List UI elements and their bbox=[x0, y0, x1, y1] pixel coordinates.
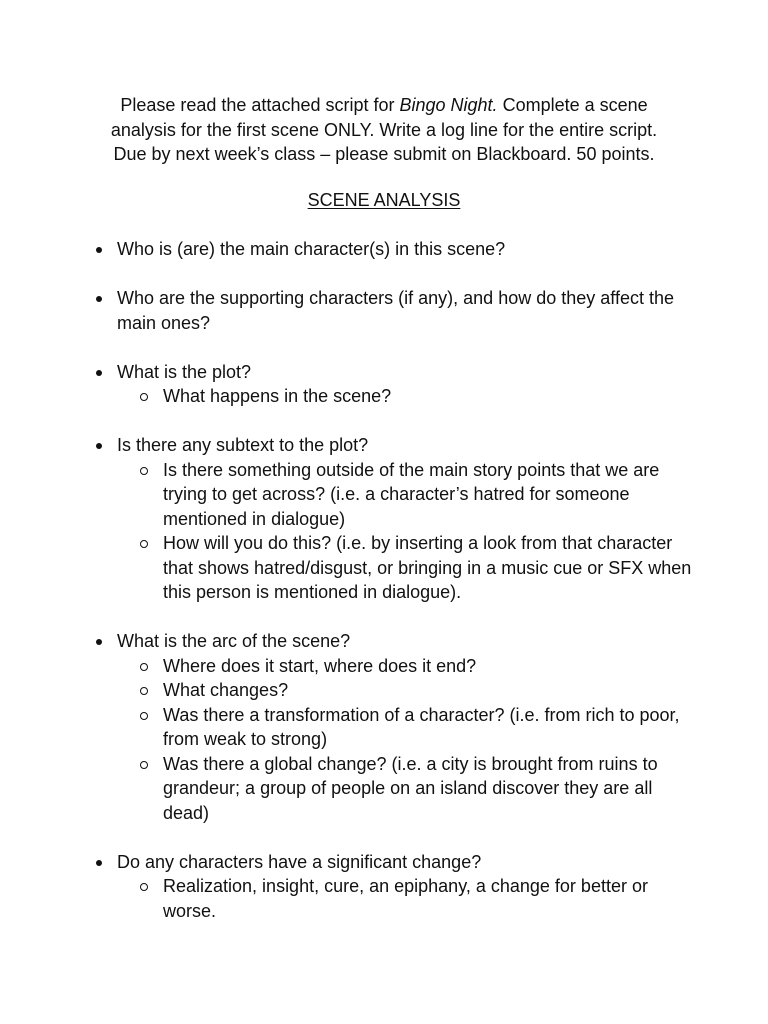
sub-question-text: Was there a global change? (i.e. a city is brought from ruins to grandeur; a group of people on an island discover they are all dead) bbox=[163, 753, 658, 823]
sub-question-list bbox=[0, 384, 768, 409]
hollow-circle-bullet-icon bbox=[140, 393, 148, 401]
question-item bbox=[0, 433, 768, 605]
sub-question-item bbox=[0, 654, 768, 679]
bullet-icon bbox=[96, 860, 102, 866]
question-text: Do any characters have a significant change? bbox=[117, 851, 482, 872]
question-item bbox=[0, 286, 768, 335]
question-list bbox=[0, 237, 768, 948]
sub-question-text: What happens in the scene? bbox=[163, 386, 392, 406]
instructions-line-1-end: Complete a scene bbox=[497, 95, 648, 115]
sub-question-text: Is there something outside of the main story points that we are trying to get across? (i.e. a character’s hatred for someone mentioned in dialogue) bbox=[163, 459, 660, 529]
question-item bbox=[0, 237, 768, 262]
bullet-icon bbox=[96, 296, 102, 302]
instructions-line-2: analysis for the first scene ONLY. Write a log line for the entire script. bbox=[110, 119, 658, 140]
hollow-circle-bullet-icon bbox=[140, 712, 148, 720]
question-text: What is the arc of the scene? bbox=[117, 631, 351, 651]
question-row bbox=[0, 629, 768, 654]
question-text: Who is (are) the main character(s) in this scene? bbox=[117, 239, 506, 259]
sub-question-item bbox=[0, 703, 768, 752]
question-row bbox=[0, 850, 768, 875]
sub-question-item bbox=[0, 531, 768, 605]
hollow-circle-bullet-icon bbox=[140, 467, 148, 475]
hollow-circle-bullet-icon bbox=[140, 540, 148, 548]
sub-question-text: Was there a transformation of a character? (i.e. from rich to poor, from weak to strong) bbox=[163, 704, 680, 749]
question-row bbox=[0, 286, 768, 335]
sub-question-item bbox=[0, 752, 768, 826]
question-text: What is the plot? bbox=[117, 361, 252, 382]
bullet-icon bbox=[96, 443, 102, 449]
sub-question-text: What changes? bbox=[163, 680, 289, 700]
bullet-icon bbox=[96, 639, 102, 645]
instructions-line-1 bbox=[40, 93, 728, 118]
hollow-circle-bullet-icon bbox=[140, 761, 148, 769]
bullet-icon bbox=[96, 247, 102, 253]
sub-question-list bbox=[0, 458, 768, 605]
hollow-circle-bullet-icon bbox=[140, 883, 148, 891]
sub-question-list bbox=[0, 874, 768, 923]
instructions-line-3: Due by next week’s class – please submit on Blackboard. 50 points. bbox=[113, 144, 655, 164]
question-item bbox=[0, 850, 768, 924]
question-text: Is there any subtext to the plot? bbox=[117, 435, 369, 455]
sub-question-item bbox=[0, 678, 768, 703]
question-row bbox=[0, 433, 768, 458]
instructions-line-1-start: Please read the attached script for bbox=[120, 95, 400, 115]
question-text: Who are the supporting characters (if any), and how do they affect the main ones? bbox=[117, 288, 674, 333]
sub-question-text: How will you do this? (i.e. by inserting a look from that character that shows hatred/disgust, or bringing in a music cue or SFX when this person is mentioned in dialogue). bbox=[163, 533, 692, 602]
sub-question-text: Realization, insight, cure, an epiphany, a change for better or worse. bbox=[163, 876, 648, 921]
question-row bbox=[0, 360, 768, 385]
script-title: Bingo Night. bbox=[399, 95, 498, 115]
section-heading bbox=[0, 188, 768, 213]
question-item bbox=[0, 629, 768, 825]
assignment-instructions bbox=[40, 93, 728, 167]
hollow-circle-bullet-icon bbox=[140, 663, 148, 671]
sub-question-list bbox=[0, 654, 768, 826]
question-row bbox=[0, 237, 768, 262]
sub-question-item bbox=[0, 874, 768, 923]
bullet-icon bbox=[96, 370, 102, 376]
hollow-circle-bullet-icon bbox=[140, 687, 148, 695]
sub-question-item bbox=[0, 384, 768, 409]
sub-question-item bbox=[0, 458, 768, 532]
question-item bbox=[0, 360, 768, 409]
section-heading-text: SCENE ANALYSIS bbox=[307, 190, 461, 210]
sub-question-text: Where does it start, where does it end? bbox=[163, 655, 477, 676]
